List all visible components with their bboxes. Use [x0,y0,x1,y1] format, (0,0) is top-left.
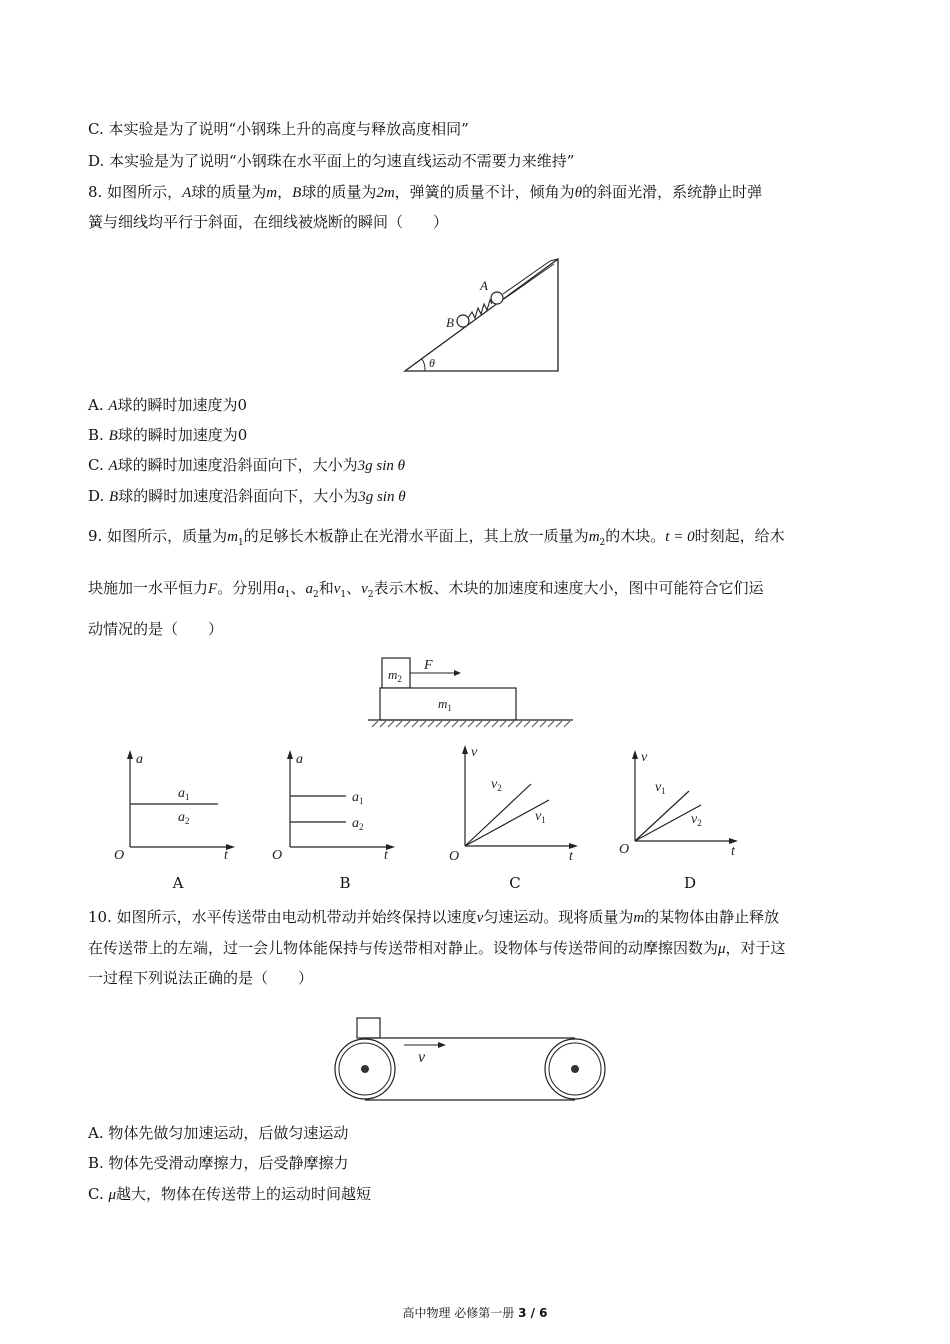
block-m2-label: $m_2$ [388,667,402,684]
q10-option-b: B. 物体先受滑动摩擦力，后受静摩擦力 [88,1154,349,1172]
q10-conveyor-figure [330,1014,610,1109]
svg-text:t: t [731,844,735,859]
velocity-arrow-head [438,1042,446,1048]
svg-text:t: t [224,848,228,863]
q9-graph-d-label: D [683,874,697,892]
svg-text:O: O [272,848,283,863]
q10-stem-line-3: 一过程下列说法正确的是（ ） [88,969,314,987]
page-footer: 高中物理 必修第一册 3 / 6 [402,1306,548,1320]
q9-graph-b [270,745,400,865]
svg-text:O: O [114,848,125,863]
svg-text:v2: $v_2$ [691,812,702,828]
q7-option-d: D. 本实验是为了说明“小钢珠在水平面上的匀速直线运动不需要力来维持” [88,152,575,170]
svg-text:t: t [384,848,388,863]
q9-stem-line-1: 9. 如图所示，质量为$m_1$的足够长木板静止在光滑水平面上，其上放一质量为$m_2$的木块。t = 0时刻起，给木 [88,527,785,548]
label-a: A [480,278,488,293]
q8-stem-line-2: 簧与细线均平行于斜面，在细线被烧断的瞬间（ ） [88,213,449,231]
force-arrow-head [454,670,461,676]
ground-hatch [372,721,570,727]
board-m1-label: $m_1$ [438,696,452,713]
q9-graph-a [110,745,240,865]
q8-incline-figure [400,255,570,380]
q9-stem-line-3: 动情况的是（ ） [88,620,224,638]
right-pulley-axle [571,1065,579,1073]
svg-text:a1: $a_1$ [178,786,190,802]
svg-text:t: t [569,849,573,864]
q7-option-c: C. 本实验是为了说明“小钢珠上升的高度与释放高度相同” [88,120,469,138]
incline-triangle [405,259,558,371]
q8-option-d: D. B球的瞬时加速度沿斜面向下，大小为3g sin θ [88,487,406,505]
q8-option-b: B. B球的瞬时加速度为0 [88,426,248,444]
svg-text:v1: $v_1$ [655,780,666,796]
object-block [357,1018,380,1038]
svg-text:v: v [641,750,648,765]
velocity-label: v [418,1049,426,1066]
q10-stem-line-1: 10. 如图所示，水平传送带由电动机带动并始终保持以速度v匀速运动。现将质量为m的某物体由静止释放 [88,908,780,926]
q10-stem-line-2: 在传送带上的左端，过一会儿物体能保持与传送带相对静止。设物体与传送带间的动摩擦因数为μ，对于这 [88,939,786,957]
svg-text:v2: $v_2$ [491,777,502,793]
q9-graph-a-label: A [172,874,184,892]
left-pulley-axle [361,1065,369,1073]
page-number: 3 / 6 [518,1306,548,1320]
q8-stem-line-1: 8. 如图所示，A球的质量为m，B球的质量为2m，弹簧的质量不计，倾角为θ的斜面光滑，系统静止时弹 [88,183,763,201]
q10-option-a: A. 物体先做匀加速运动，后做匀速运动 [88,1124,349,1142]
svg-text:O: O [619,842,630,857]
ball-b [457,315,469,327]
q9-graph-c [445,740,585,865]
q8-option-c: C. A球的瞬时加速度沿斜面向下，大小为3g sin θ [88,456,406,474]
q9-graph-b-label: B [339,874,351,892]
svg-text:a2: $a_2$ [178,810,190,826]
svg-text:a: a [296,752,303,767]
svg-text:v1: $v_1$ [535,809,546,825]
q9-graph-c-label: C [509,874,521,892]
label-b: B [446,315,454,330]
q9-graph-d [615,745,750,865]
svg-text:a1: $a_1$ [352,790,364,806]
q9-block-figure [368,655,578,730]
ball-a [491,292,503,304]
q10-option-c: C. μ越大，物体在传送带上的运动时间越短 [88,1185,372,1203]
q8-option-a: A. A球的瞬时加速度为0 [88,396,248,414]
thread [503,261,550,294]
label-theta: θ [429,356,435,370]
svg-text:a: a [136,752,143,767]
q9-stem-line-2: 块施加一水平恒力F。分别用$a_1$、$a_2$和$v_1$、$v_2$表示木板、木块的加速度和速度大小，图中可能符合它们运 [88,579,764,600]
force-label: F [424,658,433,673]
theta-arc [422,359,425,371]
svg-text:a2: $a_2$ [352,816,364,832]
svg-text:O: O [449,849,460,864]
svg-text:v: v [471,745,478,760]
thread-edge [504,264,554,299]
